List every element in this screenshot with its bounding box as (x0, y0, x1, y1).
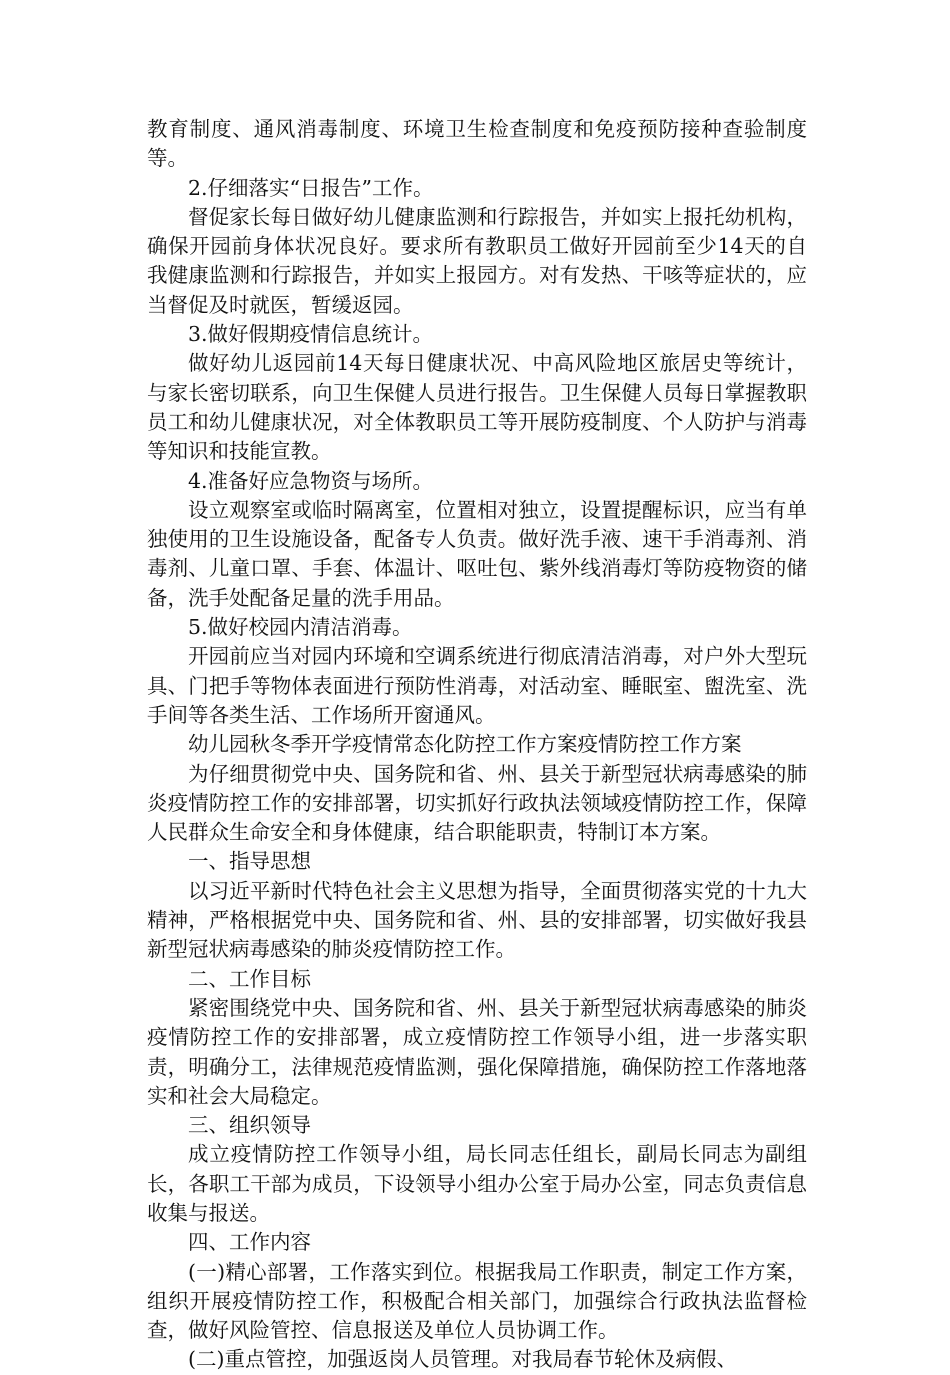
paragraph: 设立观察室或临时隔离室，位置相对独立，设置提醒标识，应当有单独使用的卫生设施设备，配备专人负责。做好洗手液、速干手消毒剂、消毒剂、儿童口罩、手套、体温计、呕吐包、紫外线消毒灯等防疫物资的储备，洗手处配备足量的洗手用品。 (147, 497, 807, 610)
paragraph: 教育制度、通风消毒制度、环境卫生检查制度和免疫预防接种查验制度等。 (147, 117, 807, 171)
paragraph: 以习近平新时代特色社会主义思想为指导，全面贯彻落实党的十九大精神，严格根据党中央、国务院和省、州、县的安排部署，切实做好我县新型冠状病毒感染的肺炎疫情防控工作。 (147, 878, 807, 962)
paragraph: 三、组织领导 (188, 1113, 311, 1138)
paragraph: (二)重点管控，加强返岗人员管理。对我局春节轮休及病假、 (188, 1347, 737, 1372)
paragraph: 为仔细贯彻党中央、国务院和省、州、县关于新型冠状病毒感染的肺炎疫情防控工作的安排部署，切实抓好行政执法领域疫情防控工作，保障人民群众生命安全和身体健康，结合职能职责，特制订本方案。 (147, 761, 807, 845)
paragraph: 幼儿园秋冬季开学疫情常态化防控工作方案疫情防控工作方案 (188, 732, 742, 757)
paragraph: 2.仔细落实“日报告”工作。 (188, 175, 434, 200)
document-body (147, 115, 807, 1375)
paragraph: 紧密围绕党中央、国务院和省、州、县关于新型冠状病毒感染的肺炎疫情防控工作的安排部署，成立疫情防控工作领导小组，进一步落实职责，明确分工，法律规范疫情监测，强化保障措施，确保防控工作落地落实和社会大局稳定。 (147, 995, 807, 1108)
paragraph: 5.做好校园内清洁消毒。 (188, 615, 413, 640)
paragraph: 督促家长每日做好幼儿健康监测和行踪报告，并如实上报托幼机构，确保开园前身体状况良好。要求所有教职员工做好开园前至少14天的自我健康监测和行踪报告，并如实上报园方。对有发热、干咳等症状的，应当督促及时就医，暂缓返园。 (147, 204, 807, 317)
paragraph: 四、工作内容 (188, 1230, 311, 1255)
paragraph: 3.做好假期疫情信息统计。 (188, 322, 434, 347)
paragraph: 做好幼儿返园前14天每日健康状况、中高风险地区旅居史等统计，与家长密切联系，向卫生保健人员进行报告。卫生保健人员每日掌握教职员工和幼儿健康状况，对全体教职员工等开展防疫制度、个人防护与消毒等知识和技能宣教。 (147, 351, 807, 464)
paragraph: (一)精心部署，工作落实到位。根据我局工作职责，制定工作方案，组织开展疫情防控工作，积极配合相关部门，加强综合行政执法监督检查，做好风险管控、信息报送及单位人员协调工作。 (147, 1259, 807, 1343)
paragraph: 成立疫情防控工作领导小组，局长同志任组长，副局长同志为副组长，各职工干部为成员，下设领导小组办公室于局办公室，同志负责信息收集与报送。 (147, 1142, 807, 1225)
paragraph: 二、工作目标 (188, 966, 311, 991)
paragraph: 开园前应当对园内环境和空调系统进行彻底清洁消毒，对户外大型玩具、门把手等物体表面进行预防性消毒，对活动室、睡眠室、盥洗室、洗手间等各类生活、工作场所开窗通风。 (147, 644, 807, 727)
paragraph: 4.准备好应急物资与场所。 (188, 468, 434, 493)
paragraph: 一、指导思想 (188, 849, 311, 874)
